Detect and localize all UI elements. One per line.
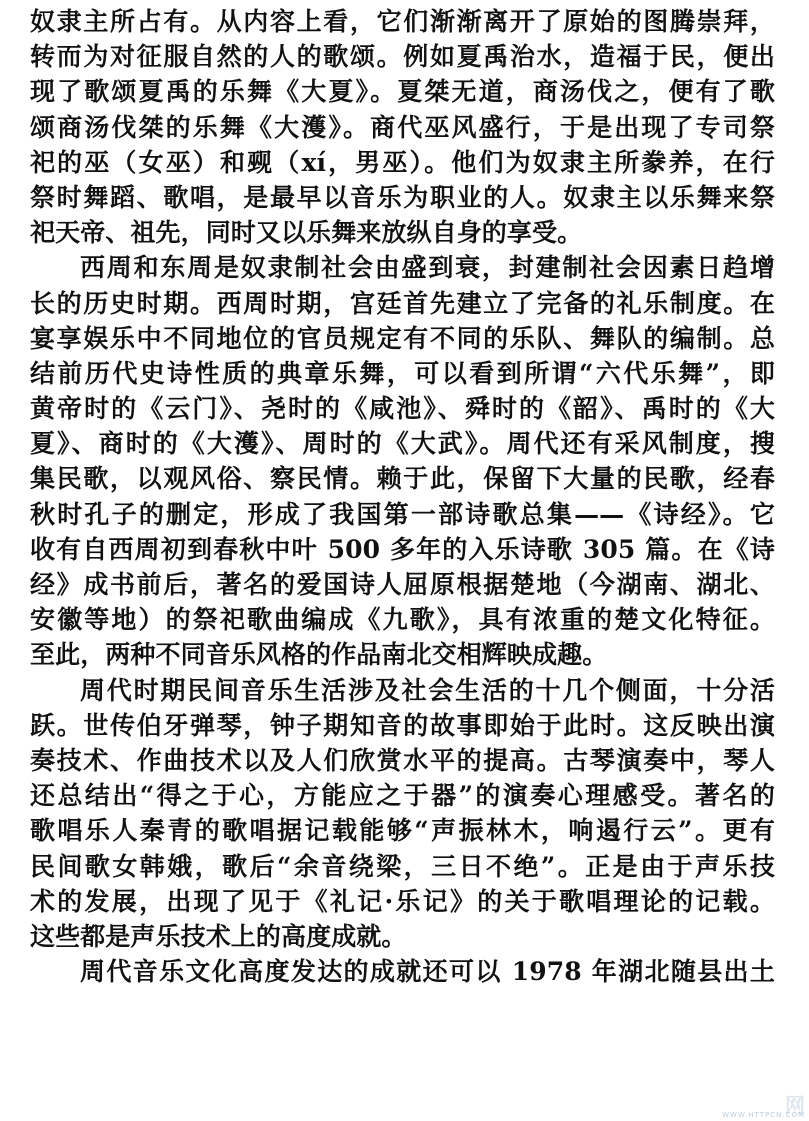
text-line: 安徽等地）的祭祀歌曲编成《九歌》，具有浓重的楚文化特征。 [30,605,775,635]
text-line: 奏技术、作曲技术以及人们欣赏水平的提高。古琴演奏中，琴人 [30,745,775,775]
text-line: 结前历代史诗性质的典章乐舞，可以看到所谓“六代乐舞”，即 [30,358,775,388]
watermark-logo [713,1089,805,1119]
body-text [30,4,775,989]
text-line: 这些都是声乐技术上的高度成就。 [30,921,407,951]
text-line: 西周和东周是奴隶制社会由盛到衰，封建制社会因素日趋增 [80,253,775,283]
text-line: 宴享娱乐中不同地位的官员规定有不同的乐队、舞队的编制。总 [30,323,775,353]
text-line: 颂商汤伐桀的乐舞《大濩》。商代巫风盛行，于是出现了专司祭 [30,112,775,142]
text-line: 术的发展，出现了见于《礼记·乐记》的关于歌唱理论的记载。 [30,886,775,916]
text-line: 长的历史时期。西周时期，宫廷首先建立了完备的礼乐制度。在 [30,288,775,318]
text-line: 祭时舞蹈、歌唱，是最早以音乐为职业的人。奴隶主以乐舞来祭 [30,182,775,212]
text-line: 转而为对征服自然的人的歌颂。例如夏禹治水，造福于民，便出 [30,42,775,72]
text-line: 集民歌，以观风俗、察民情。赖于此，保留下大量的民歌，经春 [30,464,775,494]
text-line: 收有自西周初到春秋中叶 500 多年的入乐诗歌 305 篇。在《诗 [30,534,775,564]
watermark-url: WWW.HTTPCN.COM [722,1111,805,1119]
text-line: 奴隶主所占有。从内容上看，它们渐渐离开了原始的图腾崇拜， [30,7,775,36]
text-line: 周代音乐文化高度发达的成就还可以 1978 年湖北随县出土 [80,957,775,987]
text-line: 经》成书前后，著名的爱国诗人屈原根据楚地（今湖南、湖北、 [30,570,775,599]
text-line: 黄帝时的《云门》、尧时的《咸池》、舜时的《韶》、禹时的《大 [30,394,775,424]
text-line: 现了歌颂夏禹的乐舞《大夏》。夏桀无道，商汤伐之，便有了歌 [30,77,775,107]
text-line: 祀天帝、祖先，同时又以乐舞来放纵自身的享受。 [30,218,583,248]
text-line: 还总结出“得之于心，方能应之于器”的演奏心理感受。著名的 [30,781,775,811]
text-line: 歌唱乐人秦青的歌唱据记载能够“声振林木，响遏行云”。更有 [30,816,775,846]
text-line: 周代时期民间音乐生活涉及社会生活的十几个侧面，十分活 [80,675,775,705]
text-line: 夏》、商时的《大濩》、周时的《大武》。周代还有采风制度，搜 [30,429,775,459]
text-line: 至此，两种不同音乐风格的作品南北交相辉映成趣。 [30,640,608,670]
watermark-mark: 网 [785,1093,805,1117]
text-line: 民间歌女韩娥，歌后“余音绕梁，三日不绝”。正是由于声乐技 [30,851,775,881]
text-line: 祀的巫（女巫）和觋（xí，男巫）。他们为奴隶主所豢养，在行 [30,147,775,177]
text-line: 秋时孔子的删定，形成了我国第一部诗歌总集——《诗经》。它 [30,499,775,529]
text-line: 跃。世传伯牙弹琴，钟子期知音的故事即始于此时。这反映出演 [30,710,775,740]
